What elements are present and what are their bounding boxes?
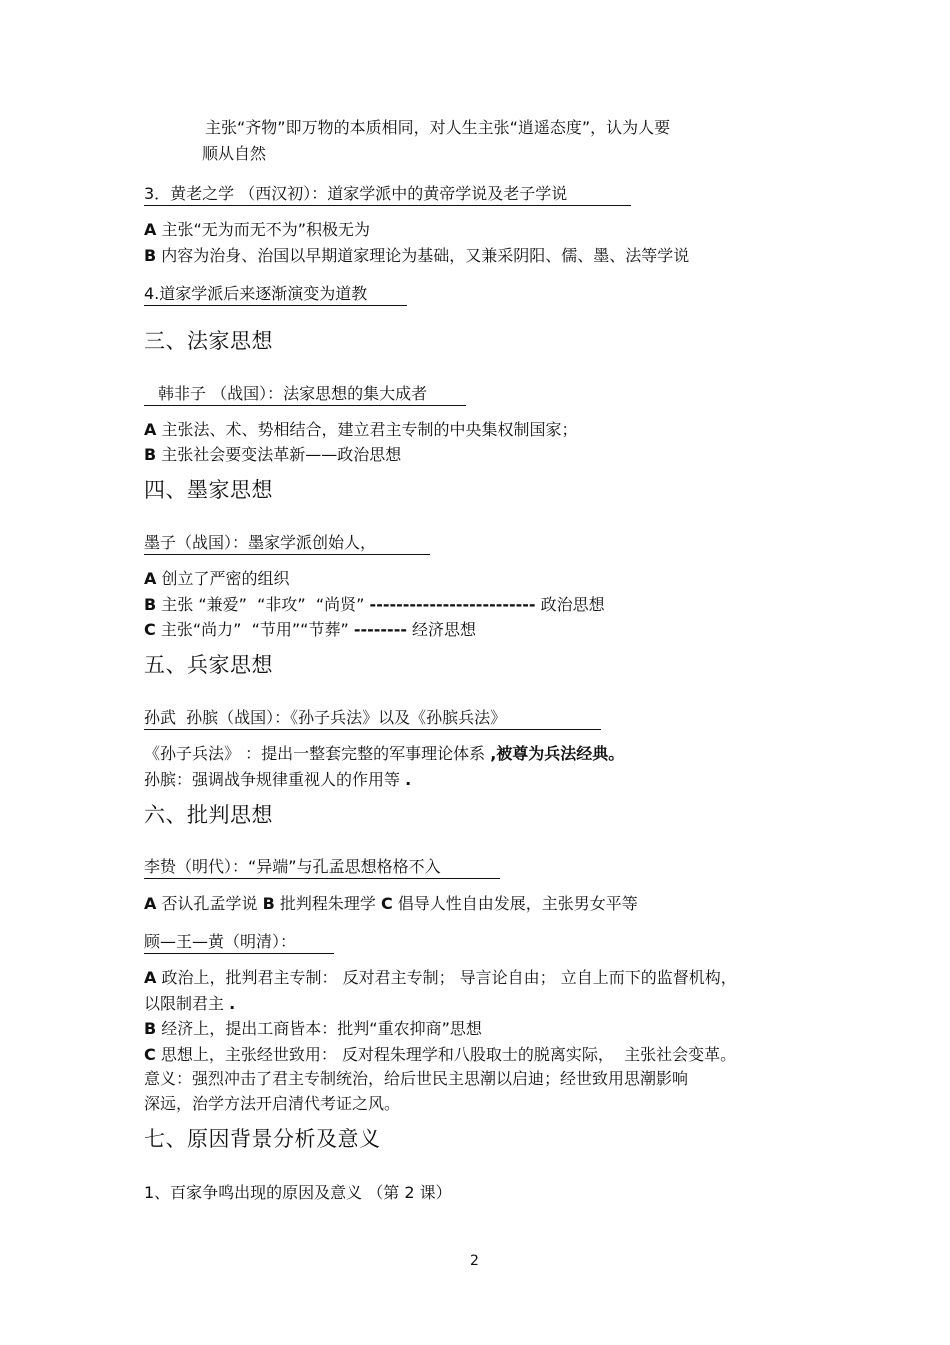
- text-line-huanglao-b: B 内容为治身、治国以早期道家理论为基础，又兼采阴阳、儒、墨、法等学说: [144, 246, 690, 265]
- subheading-hanfeizi: 韩非子 （战国）：法家思想的集大成者: [144, 384, 466, 406]
- text-line-fajia-a: A 主张法、术、势相结合，建立君主专制的中央集权制国家；: [144, 420, 578, 439]
- text-line-significance: 意义：强烈冲击了君主专制统治，给后世民主思潮以启迪；经世致用思潮影响: [144, 1069, 689, 1088]
- text-line-significance-cont: 深远，治学方法开启清代考证之风。: [144, 1094, 401, 1113]
- section-heading-pipan: 六、批判思想: [144, 803, 273, 827]
- subheading-mozi: 墨子（战国）：墨家学派创始人，: [144, 533, 430, 555]
- text-line-shuncong: 顺从自然: [202, 144, 267, 163]
- text-line-mojia-b: B 主张 “兼爱” “非攻” “尚贤” ------------------------- 政治思想: [144, 595, 605, 614]
- section-heading-bingjia: 五、兵家思想: [144, 653, 273, 677]
- subheading-sunwu: 孙武 孙膑（战国）：《孙子兵法》以及《孙膑兵法》: [144, 708, 601, 730]
- text-line-mojia-a: A 创立了严密的组织: [144, 569, 290, 588]
- text-line-politics: A 政治上，批判君主专制： 反对君主专制； 导言论自由； 立自上而下的监督机构，: [144, 968, 737, 987]
- subheading-guwanghuang: 顾—王—黄（明清）：: [144, 932, 334, 954]
- subheading-lizhi: 李贽（明代）：“异端”与孔孟思想格格不入: [144, 857, 500, 879]
- text-line-baijia: 1、百家争鸣出现的原因及意义 （第 2 课）: [144, 1183, 452, 1202]
- subheading-daojiao: 4.道家学派后来逐渐演变为道教: [144, 284, 407, 306]
- text-line-fajia-b: B 主张社会要变法革新——政治思想: [144, 445, 402, 464]
- text-line-economy: B 经济上，提出工商皆本：批判“重农抑商”思想: [144, 1019, 482, 1038]
- text-line-politics-cont: 以限制君主 .: [144, 994, 236, 1013]
- text-line-sunbin: 孙膑：强调战争规律重视人的作用等 .: [144, 770, 412, 789]
- text-line-mojia-c: C 主张“尚力” “节用”“节葬” -------- 经济思想: [144, 620, 477, 639]
- page-number: 2: [470, 1253, 479, 1269]
- section-heading-yuanyin: 七、原因背景分析及意义: [144, 1127, 381, 1151]
- text-line-thought: C 思想上，主张经世致用： 反对程朱理学和八股取士的脱离实际， 主张社会变革。: [144, 1045, 737, 1064]
- section-heading-mojia: 四、墨家思想: [144, 478, 273, 502]
- text-line-sunzi: 《孙子兵法》 ：提出一整套完整的军事理论体系 ,被尊为兵法经典。: [144, 744, 625, 763]
- text-line-huanglao-a: A 主张“无为而无不为”积极无为: [144, 220, 371, 239]
- subheading-huanglao: 3．黄老之学 （西汉初）：道家学派中的黄帝学说及老子学说: [144, 184, 631, 206]
- text-line-lizhi: A 否认孔孟学说 B 批判程朱理学 C 倡导人性自由发展，主张男女平等: [144, 894, 638, 913]
- section-heading-fajia: 三、法家思想: [144, 329, 273, 353]
- text-line-zhuangzi: 主张“齐物”即万物的本质相同，对人生主张“逍遥态度”，认为人要: [205, 118, 671, 137]
